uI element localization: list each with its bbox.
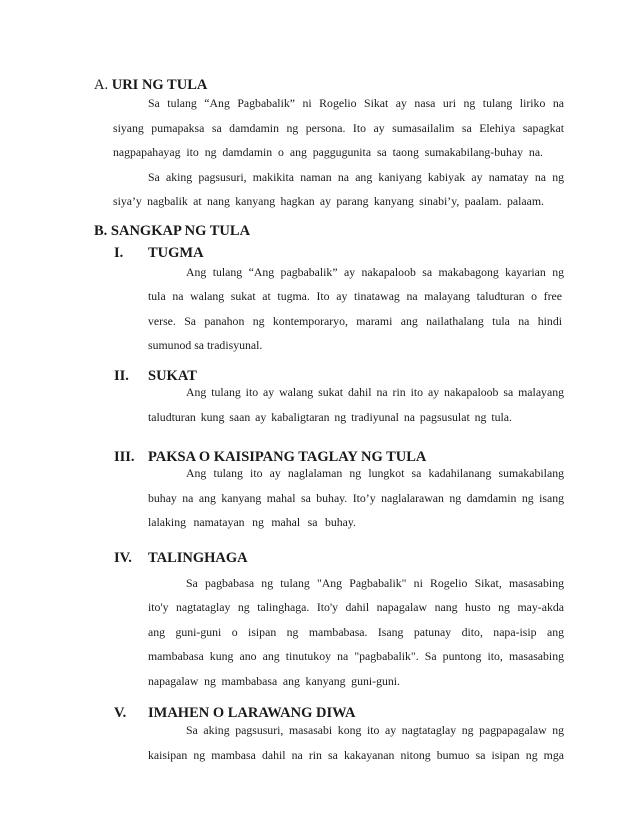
item-line: Sa pagbabasa ng tulang "Ang Pagbabalik" ni Rogelio Sikat, masasabing [186, 576, 564, 590]
item-line: Sa aking pagsusuri, masasabi kong ito ay nagtataglay ng pagpapagalaw ng [186, 723, 564, 737]
item-line: sumunod sa tradisyunal. [148, 338, 263, 352]
section-a-heading [94, 77, 207, 94]
item-number: V. [114, 705, 127, 721]
item-number: III. [114, 449, 135, 465]
section-a-title: URI NG TULA [111, 77, 208, 93]
item-line: mambabasa kung ano ang tinutukoy na "pagbabalik". Sa puntong ito, masasabing [148, 649, 564, 663]
item-line: ito'y nagtataglay ng talinghaga. Ito'y dahil napagalaw nang husto ng may-akda [148, 600, 564, 614]
section-a-letter: A. [94, 77, 109, 93]
item-line: Ang tulang “Ang pagbabalik” ay nakapaloob sa makabagong kayarian ng [186, 265, 564, 279]
item-line: verse. Sa panahon ng kontemporaryo, marami ang nailathalang tula na hindi [148, 314, 562, 328]
item-line: tula na walang sukat at tugma. Ito ay tinatawag na malayang taludturan o free [148, 289, 562, 303]
item-title: TUGMA [148, 245, 204, 261]
item-line: napagalaw ng mambabasa ang kanyang guni-guni. [148, 674, 400, 688]
item-line: ang guni-guni o isipan ng mambabasa. Isang patunay dito, napa-isip ang [148, 625, 564, 639]
item-line: Ang tulang ito ay naglalaman ng lungkot sa kadahilanang sumakabilang [186, 466, 564, 480]
section-a-line: Sa tulang “Ang Pagbabalik” ni Rogelio Sikat ay nasa uri ng tulang liriko na [148, 96, 564, 110]
item-line: kaisipan ng mambasa dahil na rin sa kakayanan nitong bumuo sa isipan ng mga [148, 748, 564, 762]
item-number: II. [114, 368, 129, 384]
section-b-title: B. SANGKAP NG TULA [94, 223, 251, 239]
item-title: SUKAT [148, 368, 197, 384]
section-a-line: siya’y nagbalik at nang kanyang hagkan ay parang kanyang sinabi’y, paalam. palaam. [113, 194, 544, 208]
item-line: taludturan kung saan ay kabaligtaran ng tradiyunal na pagsusulat ng tula. [148, 410, 512, 424]
item-line: Ang tulang ito ay walang sukat dahil na rin ito ay nakapaloob sa malayang [186, 385, 564, 399]
section-a-line: Sa aking pagsusuri, makikita naman na ang kaniyang kabiyak ay namatay na ng [148, 170, 564, 184]
section-a-line: nagpapahayag ito ng damdamin o ang paggugunita sa taong sumakabilang-buhay na. [113, 145, 543, 159]
item-title: IMAHEN O LARAWANG DIWA [148, 705, 356, 721]
item-title: PAKSA O KAISIPANG TAGLAY NG TULA [148, 449, 427, 465]
item-title: TALINGHAGA [148, 550, 248, 566]
item-line: buhay na ang kanyang mahal sa buhay. Ito’y naglalarawan ng damdamin ng isang [148, 491, 564, 505]
section-a-line: siyang pumapaksa sa damdamin ng persona. Ito ay sumasailalim sa Elehiya sapagkat [113, 121, 564, 135]
item-number: IV. [114, 550, 132, 566]
item-number: I. [114, 245, 124, 261]
item-line: lalaking namatayan ng mahal sa buhay. [148, 515, 356, 529]
